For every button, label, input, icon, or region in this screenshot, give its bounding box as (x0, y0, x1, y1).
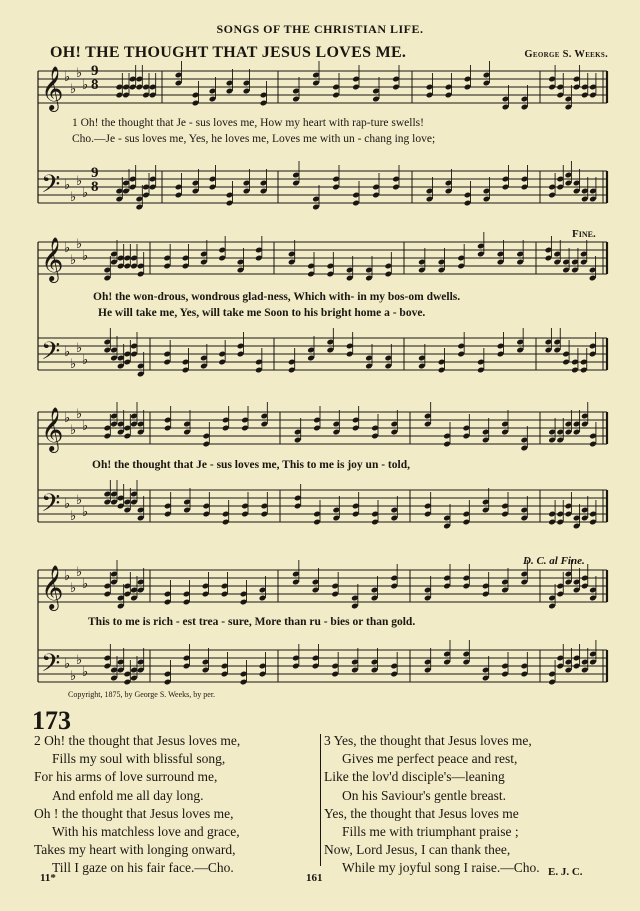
flat-icon: ♭ (76, 565, 83, 580)
bass-clef-icon: 𝄢 (41, 170, 61, 205)
verse-line: Takes my heart with longing onward, (34, 842, 236, 858)
verse-2 (34, 732, 240, 878)
flat-icon: ♭ (70, 190, 77, 205)
treble-clef-icon: 𝄞 (41, 407, 64, 451)
flat-icon: ♭ (70, 82, 77, 97)
time-signature-treble: 9 8 (91, 63, 99, 93)
treble-clef-icon: 𝄞 (41, 565, 64, 609)
dc-al-fine-mark: D. C. al Fine. (523, 555, 585, 567)
fine-mark: Fine. (572, 228, 596, 240)
flat-icon: ♭ (64, 178, 71, 193)
signature-mark: 11* (40, 872, 56, 884)
flat-icon: ♭ (82, 577, 89, 592)
flat-icon: ♭ (82, 665, 89, 680)
verse-line: Now, Lord Jesus, I can thank thee, (324, 842, 511, 858)
page-header: SONGS OF THE CHRISTIAN LIFE. (216, 22, 424, 36)
flat-icon: ♭ (64, 497, 71, 512)
flat-icon: ♭ (76, 493, 83, 508)
lyric-line: He will take me, Yes, will take me Soon to his bright home a - bove. (98, 307, 426, 319)
flat-icon: ♭ (64, 657, 71, 672)
flat-icon: ♭ (82, 78, 89, 93)
flat-icon: ♭ (76, 174, 83, 189)
composer-credit: George S. Weeks. (524, 49, 608, 60)
flat-icon: ♭ (70, 253, 77, 268)
verse-line: Fills me with triumphant praise ; (342, 824, 519, 840)
flat-icon: ♭ (64, 569, 71, 584)
lyric-line: This to me is rich - est trea - sure, More than ru - bies or than gold. (88, 616, 416, 628)
column-divider (320, 734, 321, 866)
verse-line: With his matchless love and grace, (52, 824, 240, 840)
author-initials: E. J. C. (548, 866, 583, 878)
flat-icon: ♭ (70, 669, 77, 684)
time-signature-bass: 9 8 (91, 165, 99, 195)
treble-clef-icon: 𝄞 (41, 66, 64, 110)
lyric-line: Oh! the thought that Je - sus loves me, This to me is joy un - told, (92, 459, 410, 471)
flat-icon: ♭ (64, 411, 71, 426)
verse-line: Oh ! the thought that Jesus loves me, (34, 805, 234, 821)
hymn-title: OH! THE THOUGHT THAT JESUS LOVES ME. (50, 44, 407, 61)
lyric-line: Cho.—Je - sus loves me, Yes, he loves me, Loves me with un - chang ing love; (72, 133, 436, 145)
verse-line: Like the lov'd disciple's—leaning (324, 769, 505, 785)
verse-3 (324, 732, 540, 878)
lyric-line: 1 Oh! the thought that Je - sus loves me, How my heart with rap-ture swells! (72, 117, 424, 129)
flat-icon: ♭ (64, 241, 71, 256)
flat-icon: ♭ (82, 353, 89, 368)
copyright-notice: Copyright, 1875, by George S. Weeks, by per. (68, 690, 216, 699)
verse-line: And enfold me all day long. (52, 787, 204, 803)
flat-icon: ♭ (64, 70, 71, 85)
bass-clef-icon: 𝄢 (41, 489, 61, 524)
verse-line: Fills my soul with blissful song, (52, 751, 226, 767)
bass-clef-icon: 𝄢 (41, 649, 61, 684)
verse-line: Gives me perfect peace and rest, (342, 751, 518, 767)
flat-icon: ♭ (76, 237, 83, 252)
verse-line: For his arms of love surround me, (34, 769, 218, 785)
flat-icon: ♭ (76, 66, 83, 81)
page-number: 161 (306, 872, 323, 884)
verse-line: On his Saviour's gentle breast. (342, 787, 507, 803)
verse-line: 3 Yes, the thought that Jesus loves me, (324, 733, 532, 748)
flat-icon: ♭ (70, 581, 77, 596)
verse-line: While my joyful song I raise.—Cho. (342, 860, 540, 876)
treble-clef-icon: 𝄞 (41, 237, 64, 281)
verse-line: Till I gaze on his fair face.—Cho. (52, 860, 234, 876)
flat-icon: ♭ (76, 407, 83, 422)
flat-icon: ♭ (82, 249, 89, 264)
flat-icon: ♭ (70, 423, 77, 438)
flat-icon: ♭ (76, 341, 83, 356)
flat-icon: ♭ (64, 345, 71, 360)
flat-icon: ♭ (82, 186, 89, 201)
lyric-line: Oh! the won-drous, wondrous glad-ness, Which with- in my bos-om dwells. (93, 291, 461, 303)
flat-icon: ♭ (76, 653, 83, 668)
flat-icon: ♭ (82, 505, 89, 520)
verse-line: Yes, the thought that Jesus loves me (324, 805, 519, 821)
flat-icon: ♭ (70, 357, 77, 372)
verse-line: 2 Oh! the thought that Jesus loves me, (34, 733, 241, 748)
flat-icon: ♭ (82, 419, 89, 434)
bass-clef-icon: 𝄢 (41, 337, 61, 372)
hymn-number: 173 (32, 706, 71, 735)
flat-icon: ♭ (70, 509, 77, 524)
